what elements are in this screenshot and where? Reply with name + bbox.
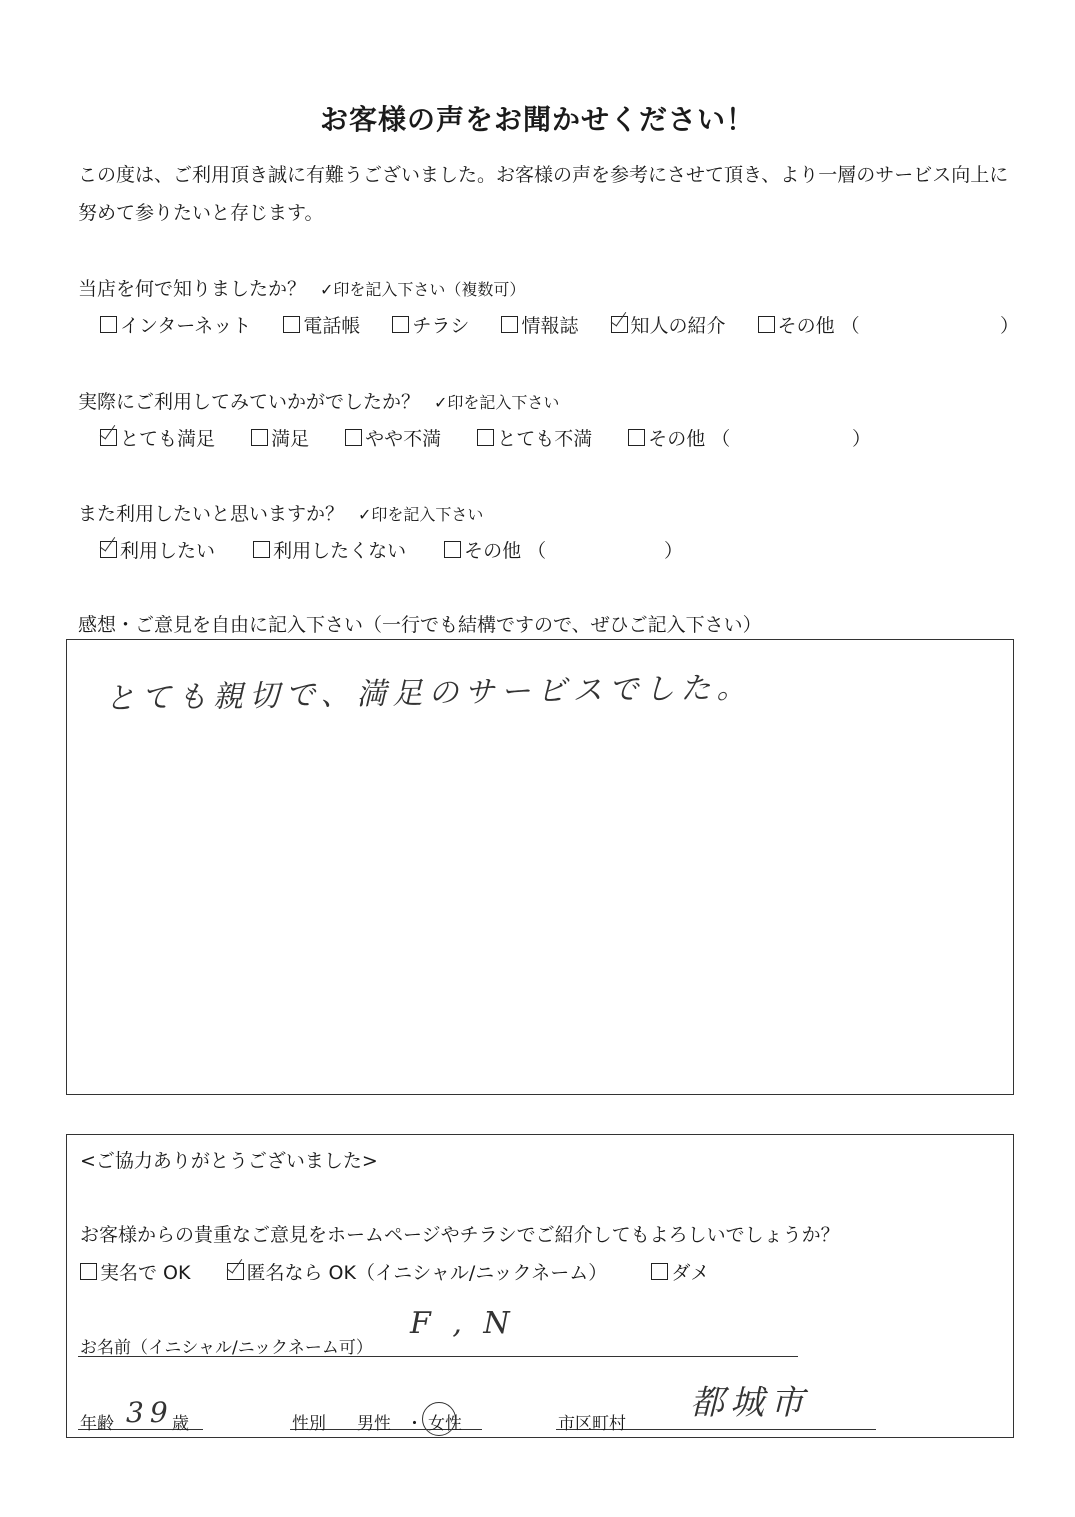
q1-instruction: ✓印を記入下さい（複数可）: [320, 280, 526, 299]
q2-close-paren: ）: [852, 428, 872, 450]
q2-options: [100, 424, 730, 451]
q3-question-text: また利用したいと思いますか？: [78, 503, 345, 525]
q3-question: [78, 499, 483, 526]
page-title: お客様の声をお聞かせください！: [319, 103, 755, 136]
checkbox[interactable]: [758, 316, 775, 333]
q2-question-text: 実際にご利用してみていかがでしたか？: [78, 391, 421, 413]
age-unit: 歳: [172, 1414, 189, 1434]
permission-option-anonymous[interactable]: 匿名なら OK（イニシャル/ニックネーム）: [227, 1258, 608, 1285]
comments-box[interactable]: [66, 639, 1014, 1095]
checkbox[interactable]: [283, 316, 300, 333]
checkbox[interactable]: [80, 1263, 97, 1280]
checkbox-checked[interactable]: [100, 429, 117, 446]
checkbox[interactable]: [628, 429, 645, 446]
city-value[interactable]: 都城市: [690, 1383, 810, 1423]
checkbox[interactable]: [477, 429, 494, 446]
gender-female[interactable]: 女性: [428, 1414, 462, 1434]
checkbox[interactable]: [345, 429, 362, 446]
q2-instruction: ✓印を記入下さい: [434, 393, 560, 412]
permission-options: [80, 1258, 709, 1285]
gender-label: 性別: [292, 1414, 326, 1434]
q3-close-paren: ）: [664, 540, 684, 562]
q2-option-very-unsatisfied[interactable]: とても不満: [477, 424, 592, 451]
q1-question: [78, 274, 525, 301]
checkbox[interactable]: [651, 1263, 668, 1280]
intro-text: この度は、ご利用頂き誠に有難うございました。お客様の声を参考にさせて頂き、より一層のサービス向上に努めて参りたいと存じます。: [78, 164, 1009, 224]
checkbox[interactable]: [251, 429, 268, 446]
comments-handwritten: とても親切で、満足のサービスでした。: [104, 670, 753, 717]
checkbox[interactable]: [444, 541, 461, 558]
q1-close-paren: ）: [1000, 315, 1020, 337]
q1-option-magazine[interactable]: 情報誌: [501, 311, 578, 338]
q1-option-flyer[interactable]: チラシ: [392, 311, 469, 338]
checkbox[interactable]: [253, 541, 270, 558]
q2-question: [78, 387, 559, 414]
q3-option-not-use-again[interactable]: 利用したくない: [253, 536, 406, 563]
checkbox-checked[interactable]: [100, 541, 117, 558]
q3-options: [100, 536, 546, 563]
q3-instruction: ✓印を記入下さい: [358, 505, 484, 524]
comments-label: 感想・ご意見を自由に記入下さい（一行でも結構ですので、ぜひご記入下さい）: [78, 614, 762, 636]
checkbox[interactable]: [392, 316, 409, 333]
gender-separator: ・: [406, 1414, 423, 1434]
gender-selected-circle: [422, 1402, 456, 1436]
permission-option-real-name[interactable]: 実名で OK: [80, 1258, 190, 1285]
name-value[interactable]: F , N: [410, 1306, 516, 1341]
q1-option-referral[interactable]: 知人の紹介: [611, 311, 726, 338]
q2-option-slightly-unsatisfied[interactable]: やや不満: [345, 424, 441, 451]
q2-option-satisfied[interactable]: 満足: [251, 424, 309, 451]
age-value[interactable]: 39: [126, 1396, 174, 1429]
q3-option-use-again[interactable]: 利用したい: [100, 536, 215, 563]
permission-question: お客様からの貴重なご意見をホームページやチラシでご紹介してもよろしいでしょうか？: [80, 1224, 840, 1246]
q1-option-other[interactable]: その他 （: [758, 311, 860, 338]
q1-option-phonebook[interactable]: 電話帳: [283, 311, 360, 338]
q1-option-internet[interactable]: インターネット: [100, 311, 251, 338]
q2-option-other[interactable]: その他 （: [628, 424, 730, 451]
checkbox-checked[interactable]: [227, 1263, 244, 1280]
age-label: 年齢: [80, 1414, 114, 1434]
checkbox[interactable]: [501, 316, 518, 333]
q1-question-text: 当店を何で知りましたか？: [78, 278, 307, 300]
q3-option-other[interactable]: その他 （: [444, 536, 546, 563]
checkbox[interactable]: [100, 316, 117, 333]
checkbox-checked[interactable]: [611, 316, 628, 333]
gender-male[interactable]: 男性: [357, 1414, 391, 1434]
footer-box: [66, 1134, 1014, 1438]
permission-option-no[interactable]: ダメ: [651, 1258, 709, 1285]
name-label: お名前（イニシャル/ニックネーム可）: [80, 1338, 373, 1358]
thanks-text: <ご協力ありがとうございました>: [80, 1150, 378, 1172]
q2-option-very-satisfied[interactable]: とても満足: [100, 424, 215, 451]
q1-options: [100, 311, 860, 338]
city-label: 市区町村: [558, 1414, 626, 1434]
